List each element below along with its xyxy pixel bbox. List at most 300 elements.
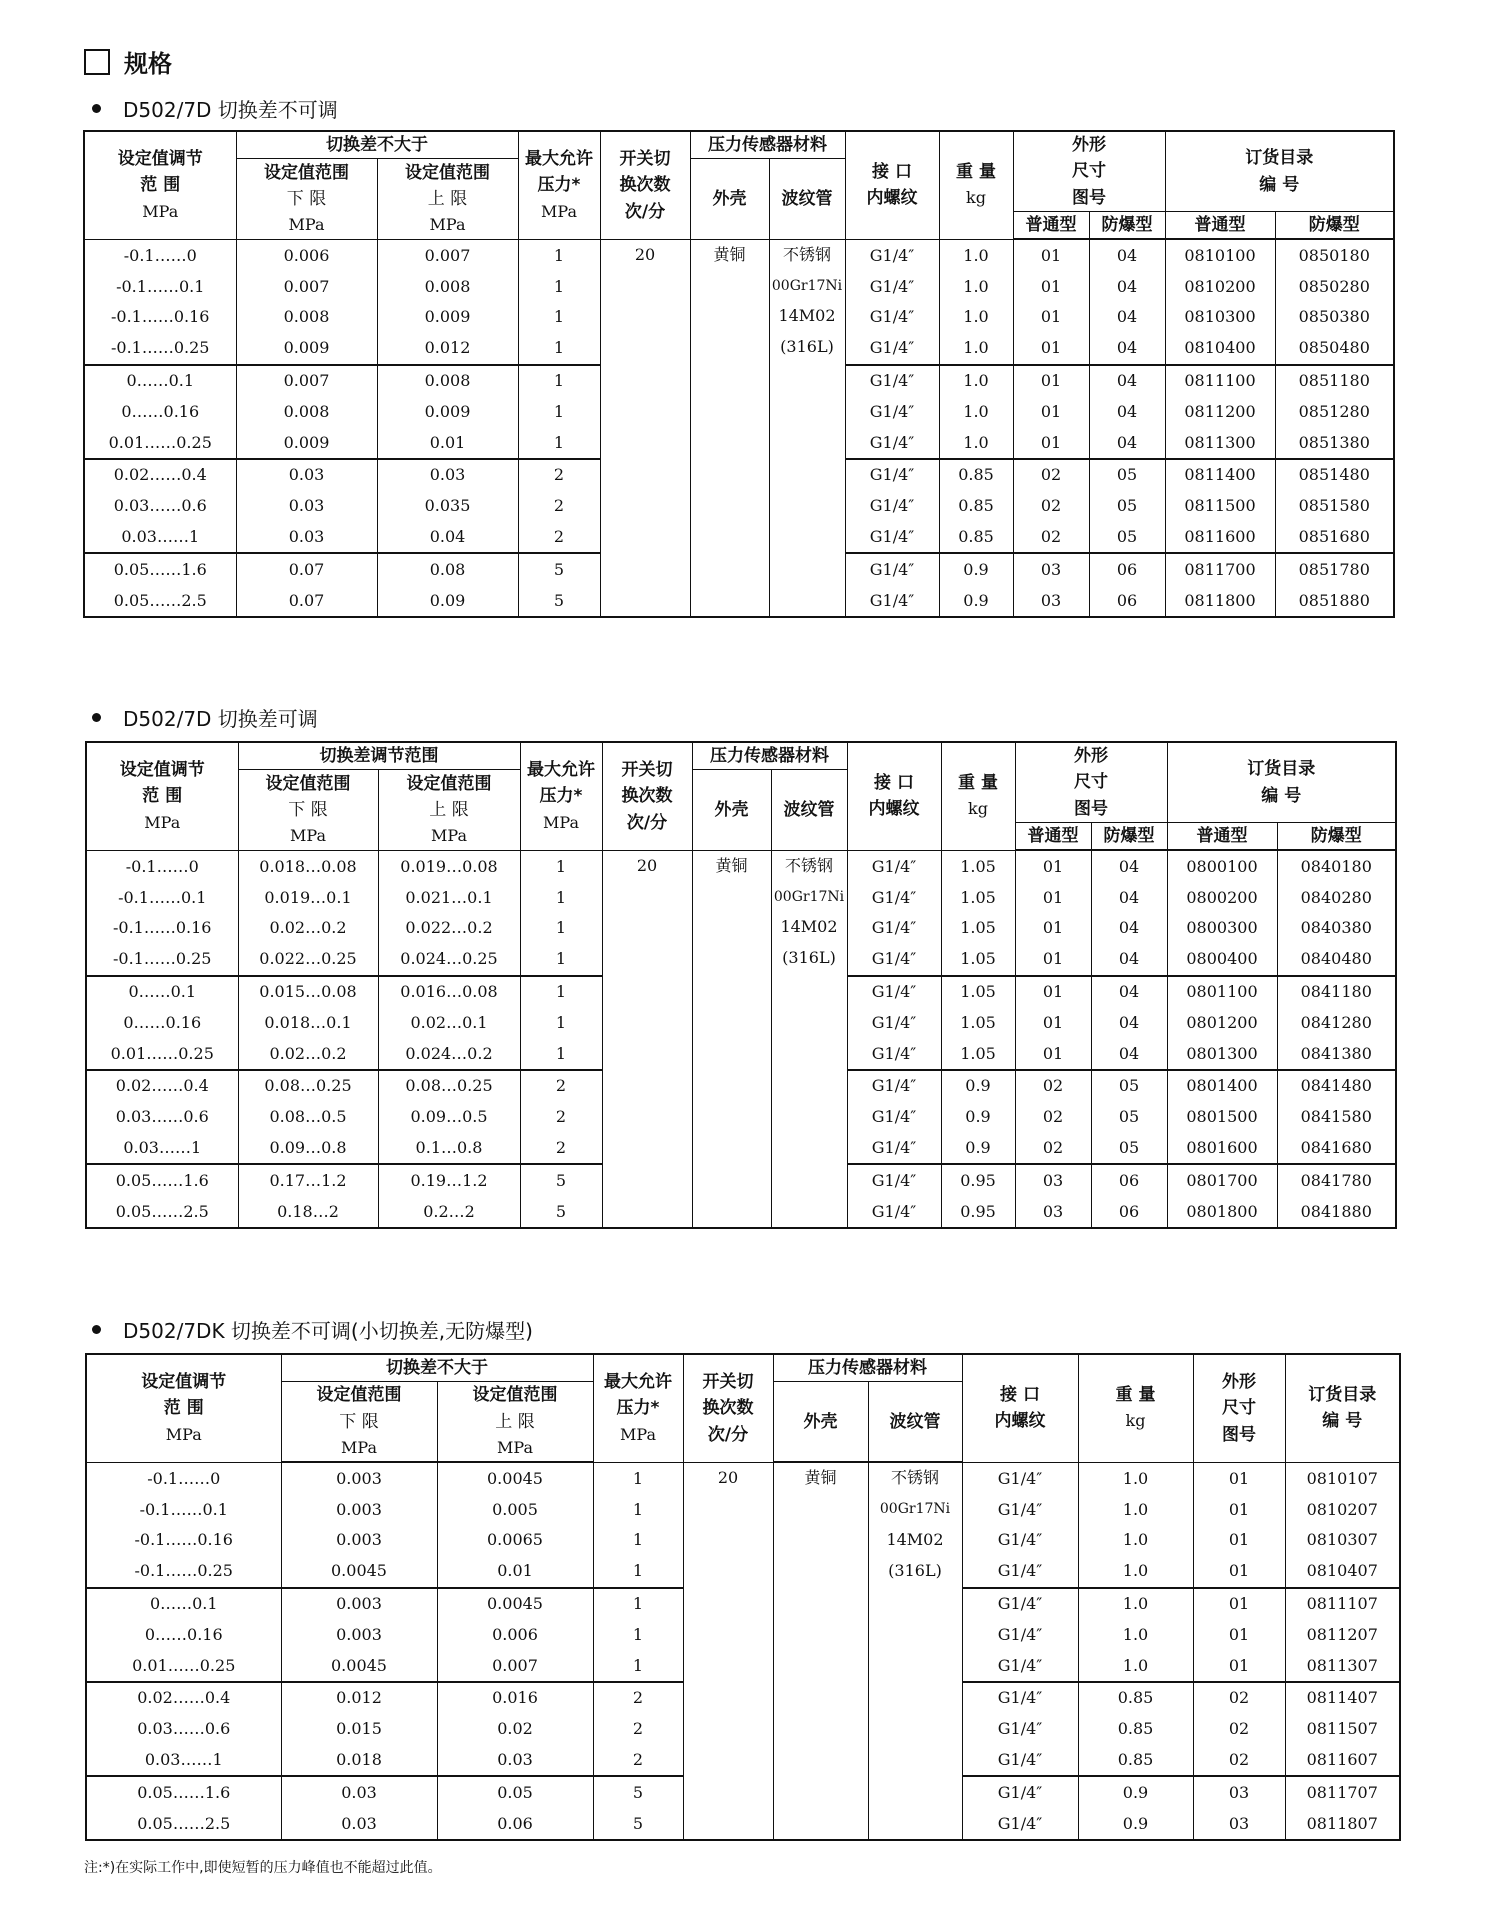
table-cell: 0810407 <box>1285 1556 1400 1588</box>
table-cell: 1.05 <box>941 1038 1015 1070</box>
table-cell: 0.08…0.25 <box>238 1070 378 1102</box>
bellow-material-line: (316L) <box>782 948 836 968</box>
table-cell: 0.9 <box>941 1102 1015 1133</box>
table-cell: 06 <box>1091 1196 1167 1228</box>
header-dim-normal: 普通型 <box>1015 823 1091 851</box>
table-cell: 0.1…0.8 <box>378 1133 520 1165</box>
table-cell: 1 <box>520 944 602 976</box>
table-cell: 0……0.1 <box>86 1588 281 1620</box>
header-shell: 外壳 <box>692 770 771 851</box>
table-cell: 0.02…0.2 <box>238 913 378 944</box>
table-cell: 06 <box>1089 585 1165 617</box>
table-cell: 2 <box>518 459 600 491</box>
table-cell: -0.1……0.25 <box>86 944 238 976</box>
table-cell: 0.02……0.4 <box>86 1682 281 1714</box>
table-cell: 02 <box>1193 1714 1285 1745</box>
table-cell: 0.03 <box>281 1808 437 1840</box>
header-dimension: 外形 尺寸 图号 <box>1013 131 1165 212</box>
header-bellow: 波纹管 <box>769 159 845 240</box>
table-cell: 1 <box>593 1525 683 1556</box>
table-cell: 2 <box>520 1102 602 1133</box>
table-cell: G1/4″ <box>962 1808 1078 1840</box>
table-cell: 0.85 <box>1078 1745 1193 1777</box>
table-cell: 01 <box>1193 1619 1285 1650</box>
table-cell: 0.022…0.25 <box>238 944 378 976</box>
header-weight: 重 量 kg <box>1078 1354 1193 1462</box>
table-cell: 0.01……0.25 <box>84 427 236 459</box>
page-title: 规格 <box>124 50 172 78</box>
table-cell: 0800400 <box>1167 944 1277 976</box>
table-cell: 0.009 <box>236 333 377 365</box>
table-cell: 05 <box>1091 1133 1167 1165</box>
table-cell: 0.008 <box>377 271 518 302</box>
table-cell: G1/4″ <box>845 553 939 585</box>
table-cell: G1/4″ <box>962 1619 1078 1650</box>
table-cell: 1 <box>520 976 602 1008</box>
table-cell: 0.04 <box>377 522 518 554</box>
table-cell: 1.05 <box>941 882 1015 913</box>
table-cell: 2 <box>518 491 600 522</box>
table-cell: 0841280 <box>1277 1007 1396 1038</box>
table-cell: 2 <box>520 1133 602 1165</box>
table-cell: 0850280 <box>1275 271 1394 302</box>
header-switch-rate: 开关切 换次数 次/分 <box>602 742 692 850</box>
table-cell: G1/4″ <box>847 1133 941 1165</box>
table-cell: 0811100 <box>1165 365 1275 397</box>
table-cell: 02 <box>1193 1682 1285 1714</box>
table-cell: 04 <box>1091 944 1167 976</box>
table-cell: 0.035 <box>377 491 518 522</box>
table-cell: 5 <box>518 585 600 617</box>
table-cell: 0.18…2 <box>238 1196 378 1228</box>
table-cell: 1 <box>518 333 600 365</box>
table-cell: G1/4″ <box>845 302 939 333</box>
table-cell: 04 <box>1089 427 1165 459</box>
table-cell: 01 <box>1193 1525 1285 1556</box>
table-cell: 0.9 <box>1078 1808 1193 1840</box>
table-cell: 01 <box>1015 882 1091 913</box>
table-cell: 0811507 <box>1285 1714 1400 1745</box>
table-cell: 0851780 <box>1275 553 1394 585</box>
table-cell: 0.05 <box>437 1776 593 1808</box>
table-cell: 04 <box>1089 365 1165 397</box>
table-cell: -0.1……0.16 <box>86 1525 281 1556</box>
table-cell: G1/4″ <box>845 585 939 617</box>
header-max-pressure: 最大允许 压力* MPa <box>593 1354 683 1462</box>
header-dimension: 外形 尺寸 图号 <box>1193 1354 1285 1462</box>
table-cell: 0811807 <box>1285 1808 1400 1840</box>
header-order-no: 订货目录 编 号 <box>1285 1354 1400 1462</box>
table-cell: 0841680 <box>1277 1133 1396 1165</box>
table-cell: 0……0.1 <box>86 976 238 1008</box>
footnote: 注:*)在实际工作中,即使短暂的压力峰值也不能超过此值。 <box>84 1860 442 1876</box>
table-cell: -0.1……0 <box>84 239 236 271</box>
table-cell: 0851380 <box>1275 427 1394 459</box>
table-cell: 01 <box>1015 944 1091 976</box>
table-cell: 5 <box>593 1776 683 1808</box>
table-cell: G1/4″ <box>962 1556 1078 1588</box>
table-cell: 0.01 <box>377 427 518 459</box>
table-cell: 0850380 <box>1275 302 1394 333</box>
table-cell: 1 <box>593 1556 683 1588</box>
header-low: 设定值范围 下 限 MPa <box>281 1382 437 1463</box>
table-cell: 0……0.16 <box>84 396 236 427</box>
table-cell: 02 <box>1015 1070 1091 1102</box>
table-cell: 0.012 <box>281 1682 437 1714</box>
table-cell: 0.02…0.1 <box>378 1007 520 1038</box>
table-cell: 1 <box>593 1619 683 1650</box>
header-bellow: 波纹管 <box>771 770 847 851</box>
table-cell: 0810300 <box>1165 302 1275 333</box>
bellow-material-cell <box>771 850 847 1228</box>
table-cell: G1/4″ <box>845 239 939 271</box>
table-cell: 0……0.16 <box>86 1007 238 1038</box>
table-cell: 1.0 <box>939 396 1013 427</box>
table-cell: 0.03 <box>437 1745 593 1777</box>
table-cell: 0811400 <box>1165 459 1275 491</box>
table-cell: 01 <box>1015 850 1091 882</box>
table-cell: 0.02……0.4 <box>86 1070 238 1102</box>
table-cell: 01 <box>1015 1038 1091 1070</box>
table-cell: 04 <box>1091 913 1167 944</box>
table-cell: 0.03 <box>236 459 377 491</box>
table-cell: 0.02…0.2 <box>238 1038 378 1070</box>
table-cell: 0.03 <box>236 491 377 522</box>
table-cell: -0.1……0.1 <box>84 271 236 302</box>
table-cell: G1/4″ <box>962 1588 1078 1620</box>
header-range: 设定值调节 范 围 MPa <box>84 131 236 239</box>
table-cell: -0.1……0.16 <box>84 302 236 333</box>
table-cell: 0.05……1.6 <box>86 1776 281 1808</box>
table-cell: 0.03 <box>236 522 377 554</box>
table-cell: G1/4″ <box>962 1745 1078 1777</box>
header-shell: 外壳 <box>690 159 769 240</box>
table-cell: 1 <box>593 1588 683 1620</box>
table-cell: 0.024…0.25 <box>378 944 520 976</box>
table-cell: 0811107 <box>1285 1588 1400 1620</box>
table-cell: 0.19…1.2 <box>378 1164 520 1196</box>
table-cell: G1/4″ <box>845 271 939 302</box>
table-cell: 1 <box>518 396 600 427</box>
table-cell: 0……0.1 <box>84 365 236 397</box>
table-cell: 0801300 <box>1167 1038 1277 1070</box>
header-order-ex: 防爆型 <box>1277 823 1396 851</box>
table-cell: -0.1……0 <box>86 1462 281 1494</box>
table-cell: 0840280 <box>1277 882 1396 913</box>
table-cell: 0811300 <box>1165 427 1275 459</box>
table-cell: 04 <box>1091 850 1167 882</box>
table-cell: 01 <box>1013 302 1089 333</box>
table-cell: 0811607 <box>1285 1745 1400 1777</box>
header-max-pressure: 最大允许 压力* MPa <box>520 742 602 850</box>
table-cell: 0.09…0.5 <box>378 1102 520 1133</box>
table-cell: 0.0045 <box>437 1462 593 1494</box>
table-cell: G1/4″ <box>962 1525 1078 1556</box>
table-cell: 1 <box>518 427 600 459</box>
table-row <box>86 850 1396 882</box>
header-port: 接 口 内螺纹 <box>845 131 939 239</box>
table-cell: 03 <box>1015 1164 1091 1196</box>
table-cell: 0.021…0.1 <box>378 882 520 913</box>
table-cell: 0.95 <box>941 1164 1015 1196</box>
table-cell: 5 <box>518 553 600 585</box>
table-cell: 1.0 <box>1078 1588 1193 1620</box>
table-cell: 1.05 <box>941 913 1015 944</box>
table-cell: G1/4″ <box>845 522 939 554</box>
table-cell: 02 <box>1193 1745 1285 1777</box>
table-cell: 0.003 <box>281 1588 437 1620</box>
header-order-ex: 防爆型 <box>1275 212 1394 240</box>
table-cell: 0811707 <box>1285 1776 1400 1808</box>
table-cell: 0.85 <box>1078 1714 1193 1745</box>
table-cell: 0.0065 <box>437 1525 593 1556</box>
table-cell: G1/4″ <box>847 1070 941 1102</box>
table-cell: 0851880 <box>1275 585 1394 617</box>
table-cell: 0.05……1.6 <box>86 1164 238 1196</box>
table-cell: 01 <box>1193 1462 1285 1494</box>
table-cell: 0.008 <box>377 365 518 397</box>
table-cell: 03 <box>1193 1776 1285 1808</box>
table-cell: 0.9 <box>939 553 1013 585</box>
section-title-1 <box>92 94 338 123</box>
table-cell: 01 <box>1013 396 1089 427</box>
table-cell: 0.03……0.6 <box>84 491 236 522</box>
table-cell: 02 <box>1015 1102 1091 1133</box>
table-cell: 0850180 <box>1275 239 1394 271</box>
table-cell: 0840480 <box>1277 944 1396 976</box>
table-cell: 0.85 <box>939 491 1013 522</box>
table-cell: 0.018 <box>281 1745 437 1777</box>
table-cell: 0.003 <box>281 1619 437 1650</box>
table-cell: 0.01……0.25 <box>86 1038 238 1070</box>
table-cell: 0.009 <box>236 427 377 459</box>
table-cell: 02 <box>1013 522 1089 554</box>
table-cell: 0.015 <box>281 1714 437 1745</box>
table-cell: 0811800 <box>1165 585 1275 617</box>
table-cell: 0841880 <box>1277 1196 1396 1228</box>
table-cell: 0.007 <box>437 1650 593 1682</box>
header-order-no: 订货目录 编 号 <box>1167 742 1396 823</box>
table-cell: 0810100 <box>1165 239 1275 271</box>
table-cell: 1 <box>518 239 600 271</box>
section-title-3-text: D502/7DK 切换差不可调(小切换差,无防爆型) <box>123 1319 533 1343</box>
table-cell: 0811200 <box>1165 396 1275 427</box>
table-cell: 0.019…0.1 <box>238 882 378 913</box>
table-cell: 0.003 <box>281 1494 437 1525</box>
table-cell: 0810207 <box>1285 1494 1400 1525</box>
header-dimension: 外形 尺寸 图号 <box>1015 742 1167 823</box>
table-cell: 0.9 <box>941 1133 1015 1165</box>
table-cell: 1 <box>520 1038 602 1070</box>
table-cell: 0801500 <box>1167 1102 1277 1133</box>
table-cell: 0.85 <box>939 522 1013 554</box>
table-cell: G1/4″ <box>962 1650 1078 1682</box>
bellow-material-cell <box>769 239 845 617</box>
table-cell: 2 <box>593 1714 683 1745</box>
table-cell: 0.08 <box>377 553 518 585</box>
table-cell: 1.0 <box>939 427 1013 459</box>
table-cell: -0.1……0.1 <box>86 882 238 913</box>
table-cell: 01 <box>1193 1588 1285 1620</box>
table-cell: 0800200 <box>1167 882 1277 913</box>
bellow-material-line: 14M02 <box>778 306 836 326</box>
table-cell: G1/4″ <box>845 396 939 427</box>
table-cell: G1/4″ <box>847 1196 941 1228</box>
table-cell: 03 <box>1015 1196 1091 1228</box>
table-cell: 06 <box>1089 553 1165 585</box>
header-weight: 重 量 kg <box>941 742 1015 850</box>
header-diff: 切换差不大于 <box>236 131 518 159</box>
table-cell: 0810107 <box>1285 1462 1400 1494</box>
table-cell: 0810307 <box>1285 1525 1400 1556</box>
table-cell: 0.9 <box>1078 1776 1193 1808</box>
table-cell: 05 <box>1091 1070 1167 1102</box>
table-cell: 0.007 <box>236 365 377 397</box>
table-cell: G1/4″ <box>845 427 939 459</box>
table-cell: 0.0045 <box>281 1556 437 1588</box>
table-cell: 0.0045 <box>437 1588 593 1620</box>
table-cell: G1/4″ <box>962 1682 1078 1714</box>
table-cell: 1 <box>518 302 600 333</box>
bullet-icon <box>92 104 101 113</box>
table-cell: 03 <box>1193 1808 1285 1840</box>
table-cell: 2 <box>520 1070 602 1102</box>
table-cell: 1 <box>520 882 602 913</box>
table-cell: 0.07 <box>236 553 377 585</box>
table-cell: 01 <box>1013 365 1089 397</box>
table-cell: 01 <box>1013 239 1089 271</box>
table-cell: 05 <box>1089 459 1165 491</box>
table-cell: G1/4″ <box>847 1102 941 1133</box>
table-cell: 0.08…0.5 <box>238 1102 378 1133</box>
header-high: 设定值范围 上 限 MPa <box>437 1382 593 1463</box>
header-low: 设定值范围 下 限 MPa <box>236 159 377 240</box>
table-cell: 01 <box>1013 427 1089 459</box>
header-diff: 切换差调节范围 <box>238 742 520 770</box>
table-cell: 0851180 <box>1275 365 1394 397</box>
table-cell: 0.003 <box>281 1525 437 1556</box>
header-switch-rate: 开关切 换次数 次/分 <box>683 1354 773 1462</box>
table-cell: 0.03……1 <box>86 1133 238 1165</box>
bullet-icon <box>92 713 101 722</box>
table-cell: G1/4″ <box>845 491 939 522</box>
table-cell: 01 <box>1015 913 1091 944</box>
shell-material-cell: 黄铜 <box>692 850 771 1228</box>
table-cell: 0.05……2.5 <box>84 585 236 617</box>
table-cell: 0.09 <box>377 585 518 617</box>
table-cell: 0.009 <box>377 396 518 427</box>
table-cell: 1.0 <box>1078 1494 1193 1525</box>
table-cell: 01 <box>1013 333 1089 365</box>
table-cell: 0.024…0.2 <box>378 1038 520 1070</box>
header-sensor-material: 压力传感器材料 <box>690 131 845 159</box>
table-cell: 0.006 <box>236 239 377 271</box>
table-cell: G1/4″ <box>847 850 941 882</box>
table-cell: 0.05……2.5 <box>86 1808 281 1840</box>
table-cell: 05 <box>1089 491 1165 522</box>
table-cell: 03 <box>1013 553 1089 585</box>
table-cell: G1/4″ <box>962 1776 1078 1808</box>
table-cell: -0.1……0 <box>86 850 238 882</box>
header-low: 设定值范围 下 限 MPa <box>238 770 378 851</box>
header-high: 设定值范围 上 限 MPa <box>378 770 520 851</box>
switch-rate-cell: 20 <box>600 239 690 617</box>
table-cell: 1.05 <box>941 944 1015 976</box>
table-cell: 0.9 <box>939 585 1013 617</box>
bellow-material-cell <box>868 1462 962 1840</box>
table-cell: 0.016…0.08 <box>378 976 520 1008</box>
section-title-1-text: D502/7D 切换差不可调 <box>123 98 338 122</box>
table-cell: 02 <box>1013 491 1089 522</box>
table-cell: 2 <box>593 1682 683 1714</box>
page-header <box>84 44 172 79</box>
table-cell: 1.0 <box>1078 1650 1193 1682</box>
header-order-normal: 普通型 <box>1167 823 1277 851</box>
table-cell: 0811600 <box>1165 522 1275 554</box>
table-cell: 0811700 <box>1165 553 1275 585</box>
bellow-material-line: 00Gr17Ni <box>771 277 843 294</box>
table-cell: 0.007 <box>236 271 377 302</box>
table-cell: 0.03 <box>377 459 518 491</box>
table-cell: 04 <box>1089 333 1165 365</box>
table-cell: 0.018…0.08 <box>238 850 378 882</box>
table-cell: 0……0.16 <box>86 1619 281 1650</box>
table-cell: 0851580 <box>1275 491 1394 522</box>
table-cell: 1 <box>518 365 600 397</box>
spec-table-3 <box>85 1353 1401 1841</box>
table-cell: 0.06 <box>437 1808 593 1840</box>
table-cell: 0.2…2 <box>378 1196 520 1228</box>
bellow-material-line: (316L) <box>888 1560 942 1580</box>
bellow-material-line: 00Gr17Ni <box>773 888 845 905</box>
header-order-normal: 普通型 <box>1165 212 1275 240</box>
table-cell: 04 <box>1091 882 1167 913</box>
header-sensor-material: 压力传感器材料 <box>773 1354 962 1382</box>
header-diff: 切换差不大于 <box>281 1354 593 1382</box>
table-cell: G1/4″ <box>847 913 941 944</box>
table-cell: 1.05 <box>941 1007 1015 1038</box>
table-cell: G1/4″ <box>962 1494 1078 1525</box>
table-cell: 1.0 <box>939 271 1013 302</box>
table-cell: 0841480 <box>1277 1070 1396 1102</box>
section-title-2 <box>92 703 318 732</box>
switch-rate-cell: 20 <box>602 850 692 1228</box>
table-cell: 1.0 <box>1078 1556 1193 1588</box>
table-cell: 0.85 <box>939 459 1013 491</box>
table-cell: 04 <box>1091 976 1167 1008</box>
table-cell: 1 <box>520 913 602 944</box>
header-shell: 外壳 <box>773 1382 868 1463</box>
table-cell: G1/4″ <box>845 333 939 365</box>
table-cell: 0801100 <box>1167 976 1277 1008</box>
table-cell: 1.0 <box>939 333 1013 365</box>
bellow-material-line: 不锈钢 <box>782 244 831 264</box>
table-row <box>86 1462 1400 1494</box>
table-cell: 0851280 <box>1275 396 1394 427</box>
table-cell: 06 <box>1091 1164 1167 1196</box>
table-cell: 04 <box>1089 302 1165 333</box>
bellow-material-line: 14M02 <box>886 1529 944 1549</box>
table-cell: 0.07 <box>236 585 377 617</box>
section-title-2-text: D502/7D 切换差可调 <box>123 707 318 731</box>
table-cell: 0.05……2.5 <box>86 1196 238 1228</box>
table-cell: -0.1……0.25 <box>84 333 236 365</box>
table-cell: 1 <box>593 1650 683 1682</box>
table-cell: 0.006 <box>437 1619 593 1650</box>
table-cell: 04 <box>1089 396 1165 427</box>
table-cell: 0.03……1 <box>84 522 236 554</box>
bellow-material-line: (316L) <box>780 337 834 357</box>
